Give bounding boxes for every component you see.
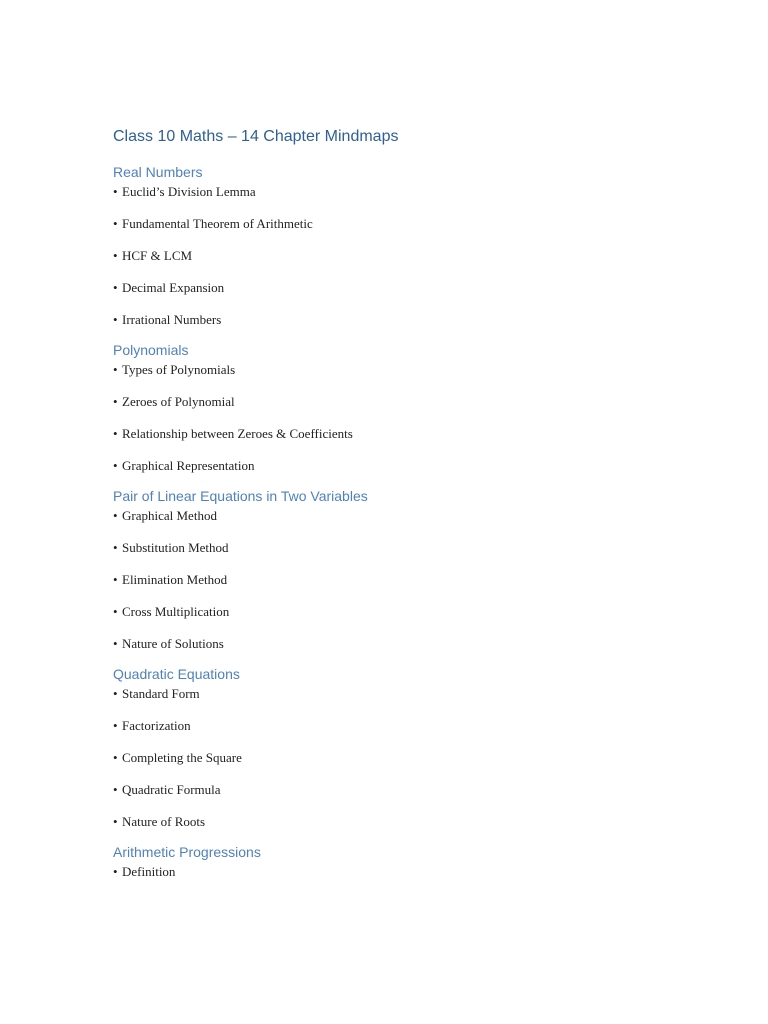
list-item bbox=[113, 636, 713, 658]
list-item bbox=[113, 686, 713, 718]
list-item-text: Completing the Square bbox=[122, 750, 242, 765]
topic-list bbox=[113, 362, 713, 480]
list-item-text: Cross Multiplication bbox=[122, 604, 230, 619]
list-item bbox=[113, 362, 713, 394]
list-item-text: Nature of Solutions bbox=[122, 636, 224, 651]
list-item bbox=[113, 782, 713, 814]
list-item-text: Relationship between Zeroes & Coefficients bbox=[122, 426, 353, 441]
bullet: • bbox=[113, 750, 118, 765]
bullet: • bbox=[113, 718, 118, 733]
section-linear-equations bbox=[113, 484, 713, 658]
section-arithmetic-progressions bbox=[113, 840, 713, 886]
list-item bbox=[113, 394, 713, 426]
list-item-text: Standard Form bbox=[122, 686, 200, 701]
list-item bbox=[113, 248, 713, 280]
bullet: • bbox=[113, 864, 118, 879]
bullet: • bbox=[113, 394, 118, 409]
list-item bbox=[113, 540, 713, 572]
list-item bbox=[113, 814, 713, 836]
bullet: • bbox=[113, 686, 118, 701]
bullet: • bbox=[113, 216, 118, 231]
section-heading: Arithmetic Progressions bbox=[113, 844, 261, 860]
list-item-text: Types of Polynomials bbox=[122, 362, 236, 377]
bullet: • bbox=[113, 814, 118, 829]
section-polynomials bbox=[113, 338, 713, 480]
bullet: • bbox=[113, 782, 118, 797]
list-item-text: Factorization bbox=[122, 718, 191, 733]
list-item bbox=[113, 216, 713, 248]
topic-list bbox=[113, 864, 713, 886]
bullet: • bbox=[113, 248, 118, 263]
list-item-text: Quadratic Formula bbox=[122, 782, 221, 797]
list-item-text: Decimal Expansion bbox=[122, 280, 225, 295]
section-heading: Quadratic Equations bbox=[113, 666, 240, 682]
bullet: • bbox=[113, 184, 118, 199]
list-item-text: Nature of Roots bbox=[122, 814, 206, 829]
list-item bbox=[113, 508, 713, 540]
list-item-text: Elimination Method bbox=[122, 572, 228, 587]
section-heading: Real Numbers bbox=[113, 164, 203, 180]
list-item-text: Zeroes of Polynomial bbox=[122, 394, 235, 409]
bullet: • bbox=[113, 636, 118, 651]
list-item-text: Irrational Numbers bbox=[122, 312, 222, 327]
list-item-text: Fundamental Theorem of Arithmetic bbox=[122, 216, 313, 231]
bullet: • bbox=[113, 426, 118, 441]
bullet: • bbox=[113, 312, 118, 327]
list-item-text: Graphical Method bbox=[122, 508, 217, 523]
list-item bbox=[113, 604, 713, 636]
document-page bbox=[113, 124, 713, 886]
list-item-text: Definition bbox=[122, 864, 176, 879]
list-item bbox=[113, 184, 713, 216]
bullet: • bbox=[113, 280, 118, 295]
document-title: Class 10 Maths – 14 Chapter Mindmaps bbox=[113, 128, 399, 145]
bullet: • bbox=[113, 604, 118, 619]
list-item bbox=[113, 750, 713, 782]
list-item bbox=[113, 718, 713, 750]
list-item bbox=[113, 458, 713, 480]
list-item bbox=[113, 864, 713, 886]
list-item bbox=[113, 312, 713, 334]
list-item-text: Graphical Representation bbox=[122, 458, 255, 473]
bullet: • bbox=[113, 508, 118, 523]
list-item bbox=[113, 426, 713, 458]
section-real-numbers bbox=[113, 160, 713, 334]
list-item bbox=[113, 280, 713, 312]
section-heading: Polynomials bbox=[113, 342, 189, 358]
bullet: • bbox=[113, 540, 118, 555]
section-quadratic-equations bbox=[113, 662, 713, 836]
list-item-text: HCF & LCM bbox=[122, 248, 193, 263]
topic-list bbox=[113, 686, 713, 836]
list-item-text: Substitution Method bbox=[122, 540, 229, 555]
bullet: • bbox=[113, 458, 118, 473]
bullet: • bbox=[113, 572, 118, 587]
topic-list bbox=[113, 508, 713, 658]
bullet: • bbox=[113, 362, 118, 377]
list-item-text: Euclid’s Division Lemma bbox=[122, 184, 256, 199]
list-item bbox=[113, 572, 713, 604]
topic-list bbox=[113, 184, 713, 334]
section-heading: Pair of Linear Equations in Two Variables bbox=[113, 488, 368, 504]
